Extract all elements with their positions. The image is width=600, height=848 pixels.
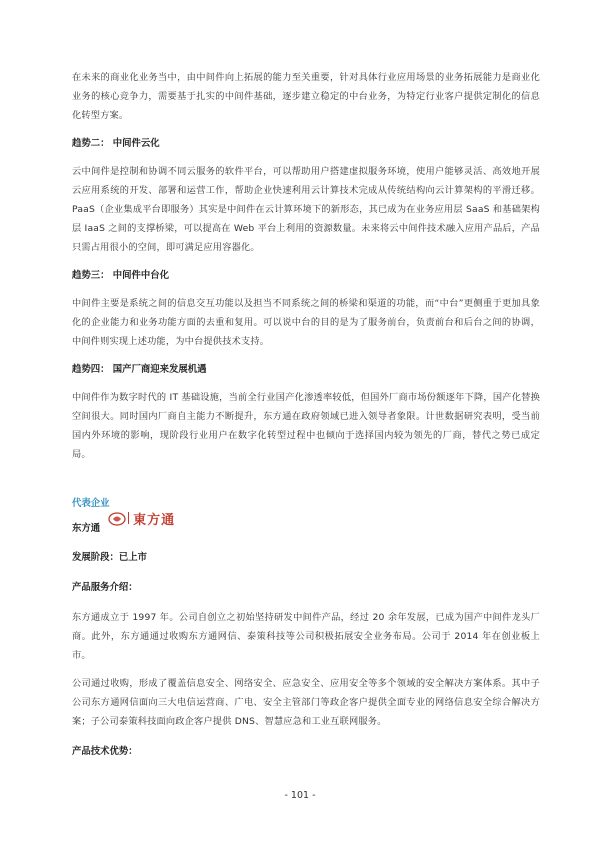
product-intro-paragraph-1: 东方通成立于 1997 年。公司自创立之初始坚持研发中间件产品，经过 20 余年发展，已成为国产中间件龙头厂商。此外，东方通通过收购东方通网信、泰策科技等公司积极拓展安全业务布局。公司于 2014 年在创业板上市。: [72, 612, 540, 661]
company-name: 东方通: [72, 523, 101, 534]
company-logo: [108, 509, 175, 528]
product-intro-heading: 产品服务介绍：: [72, 582, 138, 593]
trend4-heading: 趋势四： 国产厂商迎来发展机遇: [72, 364, 207, 375]
company-header: [72, 513, 540, 535]
trend4-paragraph: 中间件作为数字时代的 IT 基础设施，当前全行业国产化渗透率较低，但国外厂商市场份额逐年下降，国产化替换空间很大。同时国内厂商自主能力不断提升，东方通在政府领域已进入领导者象限。计世数据研究表明，受当前国内外环境的影响，现阶段行业用户在数字化转型过程中也倾向于选择国内较为领先的厂商，替代之势已成定局。: [72, 392, 540, 460]
product-intro-paragraph-2: 公司通过收购，形成了覆盖信息安全、网络安全、应急安全、应用安全等多个领域的安全解决方案体系。其中子公司东方通网信面向三大电信运营商、广电、安全主管部门等政企客户提供全面专业的网络信息安全综合解决方案；子公司泰策科技面向政企客户提供 DNS、智慧应急和工业互联网服务。: [72, 678, 540, 727]
trend2-heading: 趋势二： 中间件云化: [72, 138, 160, 149]
logo-divider: [128, 512, 129, 524]
development-stage: 发展阶段：已上市: [72, 552, 148, 563]
trend2-paragraph: 云中间件是控制和协调不同云服务的软件平台，可以帮助用户搭建虚拟服务环境，使用户能够灵活、高效地开展云应用系统的开发、部署和运营工作，帮助企业快速利用云计算技术完成从传统结构向云计算架构的平滑迁移。PaaS（企业集成平台即服务）其实是中间件在云计算环境下的新形态，其已成为在业务应用层 SaaS 和基础架构层 IaaS 之间的支撑桥梁，可以提高在 Web 平台上利用的资源数量。未来将云中间件技术融入应用产品后，产品只需占用很小的空间，即可满足应用容器化。: [72, 166, 540, 253]
representative-companies-title: 代表企业: [72, 498, 110, 509]
document-body: [72, 68, 540, 761]
trend3-heading: 趋势三： 中间件中台化: [72, 270, 170, 281]
intro-paragraph: 在未来的商业化业务当中，由中间件向上拓展的能力至关重要，针对具体行业应用场景的业务拓展能力是商业化业务的核心竞争力，需要基于扎实的中间件基础，逐步建立稳定的中台业务，为特定行业客户提供定制化的信息化转型方案。: [72, 72, 540, 121]
logo-text: 東方通: [133, 512, 176, 528]
tech-advantage-heading: 产品技术优势：: [72, 746, 138, 757]
page-number: - 101 -: [284, 790, 316, 801]
logo-mark-icon: [108, 511, 126, 525]
trend3-paragraph: 中间件主要是系统之间的信息交互功能以及担当不同系统之间的桥梁和渠道的功能，而“中台”更侧重于更加具象化的企业能力和业务功能方面的去重和复用。可以说中台的目的是为了服务前台，负责前台和后台之间的协调，中间件则实现上述功能，为中台提供技术支持。: [72, 298, 540, 347]
